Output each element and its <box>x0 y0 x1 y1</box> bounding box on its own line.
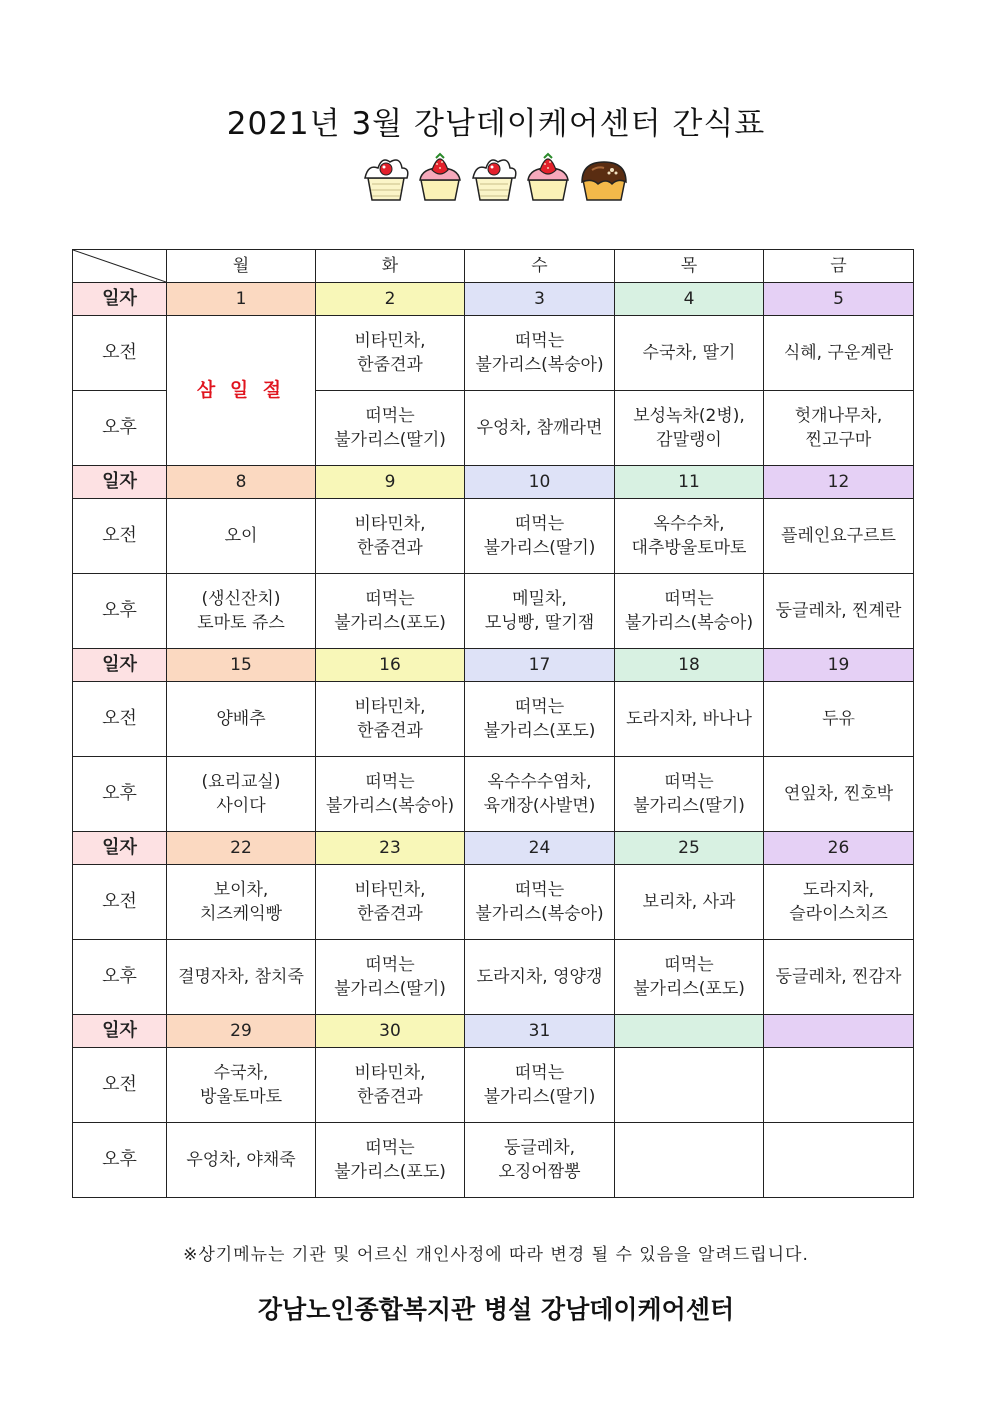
menu-cell-wed <box>465 940 615 1015</box>
menu-cell-fri <box>764 499 914 574</box>
afternoon-row <box>73 574 914 649</box>
weekday-fri: 금 <box>764 250 914 283</box>
cream-cake-icon <box>470 150 518 204</box>
menu-cell-tue <box>316 499 465 574</box>
menu-item-text: 떠먹는 불가리스(딸기) <box>334 955 446 999</box>
morning-label: 오전 <box>73 865 167 940</box>
menu-cell-tue <box>316 940 465 1015</box>
menu-cell-thu <box>615 865 764 940</box>
menu-item-text: 떠먹는 불가리스(포도) <box>334 1138 446 1182</box>
menu-cell-tue <box>316 316 465 391</box>
morning-label: 오전 <box>73 1048 167 1123</box>
menu-item-text: 메밀차, 모닝빵, 딸기잼 <box>484 589 595 633</box>
menu-cell-wed <box>465 499 615 574</box>
menu-cell-wed <box>465 574 615 649</box>
menu-cell-mon <box>167 757 316 832</box>
menu-item-text: 두유 <box>822 709 855 729</box>
menu-cell-fri <box>764 1123 914 1198</box>
menu-cell-wed <box>465 1048 615 1123</box>
menu-item-text: 양배추 <box>216 709 266 729</box>
afternoon-label: 오후 <box>73 574 167 649</box>
date-cell-wed: 24 <box>465 832 615 865</box>
date-label: 일자 <box>73 832 167 865</box>
page-title: 2021년 3월 강남데이케어센터 간식표 <box>226 106 766 142</box>
menu-cell-wed <box>465 316 615 391</box>
menu-cell-mon <box>167 865 316 940</box>
date-row <box>73 466 914 499</box>
menu-cell-mon <box>167 574 316 649</box>
afternoon-row <box>73 757 914 832</box>
afternoon-label: 오후 <box>73 391 167 466</box>
menu-cell-thu <box>615 682 764 757</box>
date-cell-mon: 29 <box>167 1015 316 1048</box>
menu-cell-tue <box>316 1048 465 1123</box>
menu-item-text: 떠먹는 불가리스(포도) <box>633 955 745 999</box>
date-cell-thu: 4 <box>615 283 764 316</box>
menu-cell-mon <box>167 1048 316 1123</box>
date-cell-thu: 11 <box>615 466 764 499</box>
menu-item-text: 보성녹차(2병), 감말랭이 <box>633 406 745 450</box>
menu-cell-wed <box>465 1123 615 1198</box>
date-cell-tue: 9 <box>316 466 465 499</box>
menu-item-text: 우엉차, 참깨라면 <box>476 418 603 438</box>
date-cell-wed: 31 <box>465 1015 615 1048</box>
menu-cell-tue <box>316 574 465 649</box>
menu-cell-mon <box>167 1123 316 1198</box>
morning-label: 오전 <box>73 682 167 757</box>
date-cell-thu <box>615 1015 764 1048</box>
menu-item-text: 결명자차, 참치죽 <box>178 967 304 987</box>
menu-cell-wed <box>465 865 615 940</box>
date-cell-wed: 17 <box>465 649 615 682</box>
cream-cake-icon <box>362 150 410 204</box>
afternoon-label: 오후 <box>73 940 167 1015</box>
date-cell-thu: 18 <box>615 649 764 682</box>
menu-item-text: 수국차, 방울토마토 <box>199 1063 283 1107</box>
date-row <box>73 649 914 682</box>
menu-cell-fri <box>764 316 914 391</box>
menu-item-text: 둥글레차, 찐계란 <box>775 601 902 621</box>
menu-item-text: 도라지차, 슬라이스치즈 <box>789 880 888 924</box>
menu-cell-tue <box>316 391 465 466</box>
menu-item-text: (요리교실) 사이다 <box>201 772 281 816</box>
date-cell-wed: 10 <box>465 466 615 499</box>
chocolate-cake-icon <box>578 150 630 204</box>
menu-cell-mon <box>167 940 316 1015</box>
menu-item-text: 식혜, 구운계란 <box>783 343 894 363</box>
date-cell-mon: 1 <box>167 283 316 316</box>
date-row <box>73 1015 914 1048</box>
date-label: 일자 <box>73 649 167 682</box>
date-cell-wed: 3 <box>465 283 615 316</box>
footer-organization: 강남노인종합복지관 병설 강남데이케어센터 <box>257 1295 735 1324</box>
menu-item-text: 비타민차, 한줌견과 <box>354 514 426 558</box>
morning-row <box>73 316 914 391</box>
menu-item-text: 연잎차, 찐호박 <box>783 784 894 804</box>
weekday-header-row <box>73 250 914 283</box>
date-cell-fri <box>764 1015 914 1048</box>
menu-item-text: 떠먹는 불가리스(딸기) <box>483 514 596 558</box>
date-row <box>73 832 914 865</box>
morning-label: 오전 <box>73 316 167 391</box>
weekday-thu: 목 <box>615 250 764 283</box>
menu-item-text: 떠먹는 불가리스(복숭아) <box>325 772 455 816</box>
afternoon-label: 오후 <box>73 1123 167 1198</box>
morning-row <box>73 865 914 940</box>
date-label: 일자 <box>73 1015 167 1048</box>
date-cell-fri: 5 <box>764 283 914 316</box>
menu-cell-tue <box>316 865 465 940</box>
menu-cell-thu <box>615 391 764 466</box>
morning-row <box>73 499 914 574</box>
cake-decoration <box>0 150 992 204</box>
menu-cell-thu <box>615 940 764 1015</box>
menu-cell-thu <box>615 316 764 391</box>
morning-row <box>73 1048 914 1123</box>
date-cell-mon: 8 <box>167 466 316 499</box>
menu-item-text: 둥글레차, 오징어짬뽕 <box>498 1138 581 1182</box>
menu-item-text: 옥수수수염차, 육개장(사발면) <box>483 772 596 816</box>
menu-cell-thu <box>615 757 764 832</box>
menu-item-text: 떠먹는 불가리스(딸기) <box>334 406 446 450</box>
menu-item-text: 옥수수차, 대추방울토마토 <box>631 514 747 558</box>
menu-item-text: 떠먹는 불가리스(포도) <box>483 697 596 741</box>
menu-cell-thu <box>615 1123 764 1198</box>
menu-item-text: 비타민차, 한줌견과 <box>354 697 426 741</box>
menu-cell-tue <box>316 682 465 757</box>
date-cell-thu: 25 <box>615 832 764 865</box>
menu-item-text: 떠먹는 불가리스(복숭아) <box>475 331 604 375</box>
menu-cell-fri <box>764 682 914 757</box>
date-label: 일자 <box>73 466 167 499</box>
menu-cell-fri <box>764 1048 914 1123</box>
menu-item-text: 헛개나무차, 찐고구마 <box>794 406 883 450</box>
menu-cell-mon <box>167 499 316 574</box>
weekday-mon: 월 <box>167 250 316 283</box>
morning-row <box>73 682 914 757</box>
menu-item-text: 떠먹는 불가리스(딸기) <box>633 772 745 816</box>
afternoon-row <box>73 1123 914 1198</box>
menu-cell-fri <box>764 940 914 1015</box>
date-cell-mon: 22 <box>167 832 316 865</box>
morning-label: 오전 <box>73 499 167 574</box>
menu-cell-thu <box>615 1048 764 1123</box>
date-cell-mon: 15 <box>167 649 316 682</box>
menu-cell-fri <box>764 574 914 649</box>
holiday-label: 삼 일 절 <box>196 379 286 401</box>
menu-item-text: 떠먹는 불가리스(복숭아) <box>624 589 754 633</box>
date-row <box>73 283 914 316</box>
date-cell-fri: 19 <box>764 649 914 682</box>
weekday-tue: 화 <box>316 250 465 283</box>
menu-cell-mon <box>167 682 316 757</box>
menu-item-text: 보리차, 사과 <box>642 892 736 912</box>
corner-cell <box>73 250 167 283</box>
menu-cell-fri <box>764 865 914 940</box>
date-cell-fri: 26 <box>764 832 914 865</box>
menu-cell-thu <box>615 499 764 574</box>
afternoon-label: 오후 <box>73 757 167 832</box>
menu-cell-thu <box>615 574 764 649</box>
menu-cell-wed <box>465 757 615 832</box>
menu-cell-wed <box>465 391 615 466</box>
menu-cell-tue <box>316 1123 465 1198</box>
afternoon-row <box>73 940 914 1015</box>
holiday-cell <box>167 316 316 466</box>
menu-item-text: 수국차, 딸기 <box>642 343 736 363</box>
strawberry-cake-icon <box>416 150 464 204</box>
weekday-wed: 수 <box>465 250 615 283</box>
menu-item-text: 떠먹는 불가리스(포도) <box>334 589 446 633</box>
menu-cell-fri <box>764 757 914 832</box>
menu-item-text: 플레인요구르트 <box>781 526 896 546</box>
strawberry-cake-icon <box>524 150 572 204</box>
menu-item-text: (생신잔치) 토마토 쥬스 <box>197 589 285 633</box>
menu-cell-fri <box>764 391 914 466</box>
menu-item-text: 비타민차, 한줌견과 <box>354 880 426 924</box>
menu-item-text: 보이차, 치즈케익빵 <box>199 880 283 924</box>
date-cell-tue: 16 <box>316 649 465 682</box>
menu-item-text: 오이 <box>224 526 258 546</box>
menu-item-text: 떠먹는 불가리스(복숭아) <box>475 880 604 924</box>
snack-menu-table <box>72 249 914 1198</box>
date-cell-fri: 12 <box>764 466 914 499</box>
change-notice: ※상기메뉴는 기관 및 어르신 개인사정에 따라 변경 될 수 있음을 알려드립니다. <box>183 1245 809 1265</box>
date-label: 일자 <box>73 283 167 316</box>
date-cell-tue: 30 <box>316 1015 465 1048</box>
menu-item-text: 비타민차, 한줌견과 <box>354 331 426 375</box>
menu-item-text: 도라지차, 영양갱 <box>476 967 603 987</box>
menu-item-text: 비타민차, 한줌견과 <box>354 1063 426 1107</box>
menu-item-text: 우엉차, 야채죽 <box>186 1150 296 1170</box>
menu-item-text: 도라지차, 바나나 <box>626 709 752 729</box>
menu-item-text: 둥글레차, 찐감자 <box>775 967 902 987</box>
date-cell-tue: 2 <box>316 283 465 316</box>
date-cell-tue: 23 <box>316 832 465 865</box>
menu-cell-tue <box>316 757 465 832</box>
menu-cell-wed <box>465 682 615 757</box>
menu-item-text: 떠먹는 불가리스(딸기) <box>483 1063 596 1107</box>
